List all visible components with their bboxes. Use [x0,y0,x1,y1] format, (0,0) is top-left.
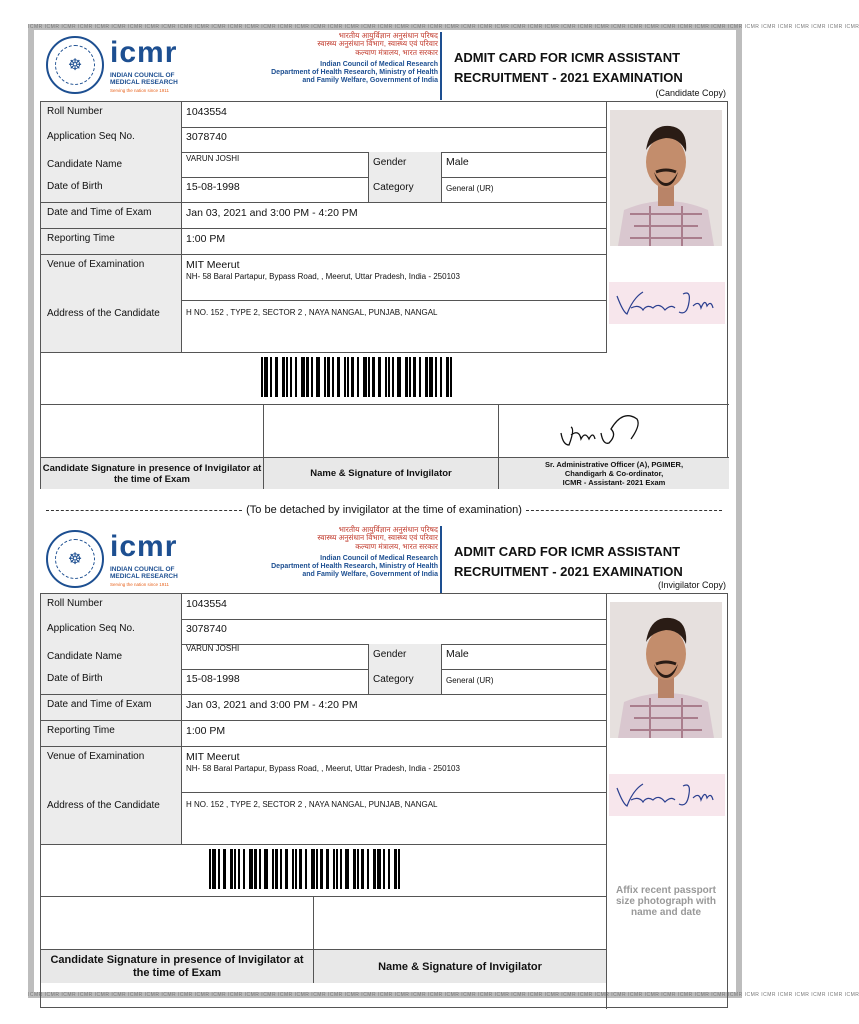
detach-line: (To be detached by invigilator at the time of examination) [40,504,728,516]
signature-labels [41,457,729,489]
candidate-signature-space [41,897,314,949]
barcode-bar [327,357,330,397]
barcode-bar [333,849,335,889]
row-dob: Date of Birth 15-08-1998 Category General (UR) [41,669,607,695]
barcode-bar [324,357,326,397]
row-venue: Venue of Examination MIT Meerut NH- 58 Baral Partapur, Bypass Road, , Meerut, Uttar Pradesh, India - 250103 [41,747,607,793]
barcode-bar [353,849,356,889]
officer-label: Sr. Administrative Officer (A), PGIMER, Chandigarh & Co-ordinator, ICMR - Assistant- 2021 Exam [499,458,729,489]
row-name: Candidate Name VARUN JOSHI Gender Male [41,152,607,178]
barcode-bar [259,849,261,889]
row-exam-time: Date and Time of Exam Jan 03, 2021 and 3:00 PM - 4:20 PM [41,203,607,229]
barcode [209,849,402,889]
barcode-bar [440,357,442,397]
org-name: INDIAN COUNCIL OF MEDICAL RESEARCH [110,72,178,86]
barcode-bar [372,357,375,397]
copy-label: (Invigilator Copy) [657,580,726,590]
barcode-bar [275,849,278,889]
invigilator-signature-space [264,405,499,457]
barcode-bar [435,357,437,397]
affix-photo-instruction: Affix recent passport size photograph with name and date [615,885,717,918]
watermark-top: ICMR ICMR ICMR ICMR ICMR ICMR ICMR ICMR ICMR ICMR ICMR ICMR ICMR ICMR ICMR ICMR ICMR ICMR ICMR ICMR ICMR ICMR ICMR ICMR ICMR ICMR ICMR ICMR ICMR ICMR ICMR ICMR ICMR ICMR ICMR ICMR ICMR ICMR ICMR ICMR ICMR ICMR ICMR ICMR ICMR ICMR ICMR ICMR ICMR ICMR [28,24,859,30]
invigilator-signature-label: Name & Signature of Invigilator [314,950,607,983]
barcode-bar [340,849,342,889]
barcode-bar [332,357,334,397]
barcode-bar [292,849,294,889]
details-table [40,101,728,489]
barcode-bar [316,849,318,889]
row-venue: Venue of Examination MIT Meerut NH- 58 Baral Partapur, Bypass Road, , Meerut, Uttar Pradesh, India - 250103 [41,255,607,301]
row-address: Address of the Candidate H NO. 152 , TYPE 2, SECTOR 2 , NAYA NANGAL, PUNJAB, NANGAL [41,300,607,353]
barcode-bar [337,357,340,397]
barcode-row [41,353,729,405]
barcode-bar [285,849,288,889]
candidate-signature-label: Candidate Signature in presence of Invigilator at the time of Exam [41,950,314,983]
barcode-bar [429,357,433,397]
row-reporting: Reporting Time 1:00 PM [41,229,607,255]
barcode-bar [261,357,263,397]
header [40,32,728,104]
barcode-bar [218,849,220,889]
barcode-bar [290,357,292,397]
barcode-bar [345,849,349,889]
barcode-bar [299,849,302,889]
barcode-bar [397,357,401,397]
row-exam-time: Date and Time of Exam Jan 03, 2021 and 3:00 PM - 4:20 PM [41,695,607,721]
card-title: ADMIT CARD FOR ICMR ASSISTANT RECRUITMENT - 2021 EXAMINATION [454,50,683,85]
ministry-block: भारतीय आयुर्विज्ञान अनुसंधान परिषद स्वास्थ्य अनुसंधान विभाग, स्वास्थ्य एवं परिवार कल्याण मंत्रालय, भारत सरकार Indian Council of Medical Research Department of Health Research, Ministry of Health and Family Welfare, Government of India [271,31,438,85]
card-title: ADMIT CARD FOR ICMR ASSISTANT RECRUITMENT - 2021 EXAMINATION [454,544,683,579]
barcode-bar [326,849,329,889]
barcode-bar [377,849,381,889]
barcode-bar [212,849,216,889]
barcode-bar [425,357,428,397]
row-roll: Roll Number 1043554 [41,102,607,128]
barcode-bar [238,849,240,889]
barcode-bar [351,357,354,397]
row-name: Candidate Name VARUN JOSHI Gender Male [41,644,607,670]
barcode-bar [367,849,369,889]
signature-row [41,405,729,457]
barcode-bar [368,357,370,397]
barcode-bar [305,849,307,889]
barcode-bar [388,849,390,889]
row-roll: Roll Number 1043554 [41,594,607,620]
icmr-logo: icmr [110,36,178,69]
barcode-bar [295,849,297,889]
barcode-bar [272,849,274,889]
barcode-bar [388,357,390,397]
barcode-bar [446,357,449,397]
header-divider [440,32,442,100]
photo-column [606,102,727,353]
barcode-bar [275,357,278,397]
barcode-bar [209,849,211,889]
watermark-bottom: ICMR ICMR ICMR ICMR ICMR ICMR ICMR ICMR ICMR ICMR ICMR ICMR ICMR ICMR ICMR ICMR ICMR ICMR ICMR ICMR ICMR ICMR ICMR ICMR ICMR ICMR ICMR ICMR ICMR ICMR ICMR ICMR ICMR ICMR ICMR ICMR ICMR ICMR ICMR ICMR ICMR ICMR ICMR ICMR ICMR ICMR ICMR ICMR ICMR ICMR [28,992,859,998]
officer-signature [499,405,729,457]
barcode-bar [383,849,385,889]
barcode-bar [357,357,359,397]
candidate-signature-image [609,774,725,816]
barcode-bar [243,849,245,889]
copy-label: (Candidate Copy) [655,88,726,98]
candidate-signature-image [609,282,725,324]
icmr-logo: icmr [110,530,178,563]
barcode-bar [316,357,320,397]
barcode-bar [286,357,288,397]
barcode-row [41,845,607,897]
candidate-signature-space [41,405,264,457]
barcode-bar [282,357,285,397]
row-app-seq: Application Seq No. 3078740 [41,619,607,645]
barcode-bar [320,849,323,889]
header [40,526,728,598]
signature-row [41,897,607,949]
header-divider [440,526,442,594]
row-dob: Date of Birth 15-08-1998 Category General (UR) [41,177,607,203]
barcode-bar [385,357,387,397]
barcode-bar [419,357,421,397]
barcode-bar [392,357,394,397]
barcode-bar [223,849,226,889]
candidate-photo [610,602,722,738]
tagline: Serving the nation since 1911 [110,88,169,93]
invigilator-signature-space [314,897,607,949]
barcode-bar [270,357,272,397]
barcode-bar [280,849,282,889]
org-name: INDIAN COUNCIL OF MEDICAL RESEARCH [110,566,178,580]
affix-photo-box [606,845,727,1009]
barcode-bar [398,849,400,889]
barcode-bar [450,357,452,397]
barcode-bar [301,357,305,397]
barcode-bar [373,849,376,889]
barcode-bar [264,357,268,397]
photo-column [606,594,727,845]
barcode-bar [336,849,338,889]
ministry-block: भारतीय आयुर्विज्ञान अनुसंधान परिषद स्वास्थ्य अनुसंधान विभाग, स्वास्थ्य एवं परिवार कल्याण मंत्रालय, भारत सरकार Indian Council of Medical Research Department of Health Research, Ministry of Health and Family Welfare, Government of India [271,525,438,579]
barcode-bar [413,357,416,397]
barcode-bar [254,849,257,889]
icmr-emblem-icon: ☸ [46,530,104,588]
barcode-bar [361,849,364,889]
details-table [40,593,728,1008]
barcode-bar [344,357,346,397]
barcode-bar [234,849,236,889]
invigilator-signature-label: Name & Signature of Invigilator [264,458,499,489]
barcode-bar [311,849,315,889]
barcode-bar [311,357,313,397]
barcode-bar [409,357,411,397]
candidate-signature-label: Candidate Signature in presence of Invigilator at the time of Exam [41,458,264,489]
row-app-seq: Application Seq No. 3078740 [41,127,607,153]
barcode-bar [230,849,233,889]
barcode-bar [394,849,397,889]
barcode-bar [249,849,253,889]
barcode-bar [347,357,349,397]
barcode-bar [405,357,408,397]
signature-labels [41,949,607,983]
row-reporting: Reporting Time 1:00 PM [41,721,607,747]
candidate-photo [610,110,722,246]
barcode-bar [357,849,359,889]
barcode-bar [264,849,268,889]
icmr-emblem-icon: ☸ [46,36,104,94]
barcode [261,357,454,397]
tagline: Serving the nation since 1911 [110,582,169,587]
barcode-bar [306,357,309,397]
barcode-bar [363,357,367,397]
barcode-bar [295,357,297,397]
barcode-bar [378,357,381,397]
row-address: Address of the Candidate H NO. 152 , TYPE 2, SECTOR 2 , NAYA NANGAL, PUNJAB, NANGAL [41,792,607,845]
